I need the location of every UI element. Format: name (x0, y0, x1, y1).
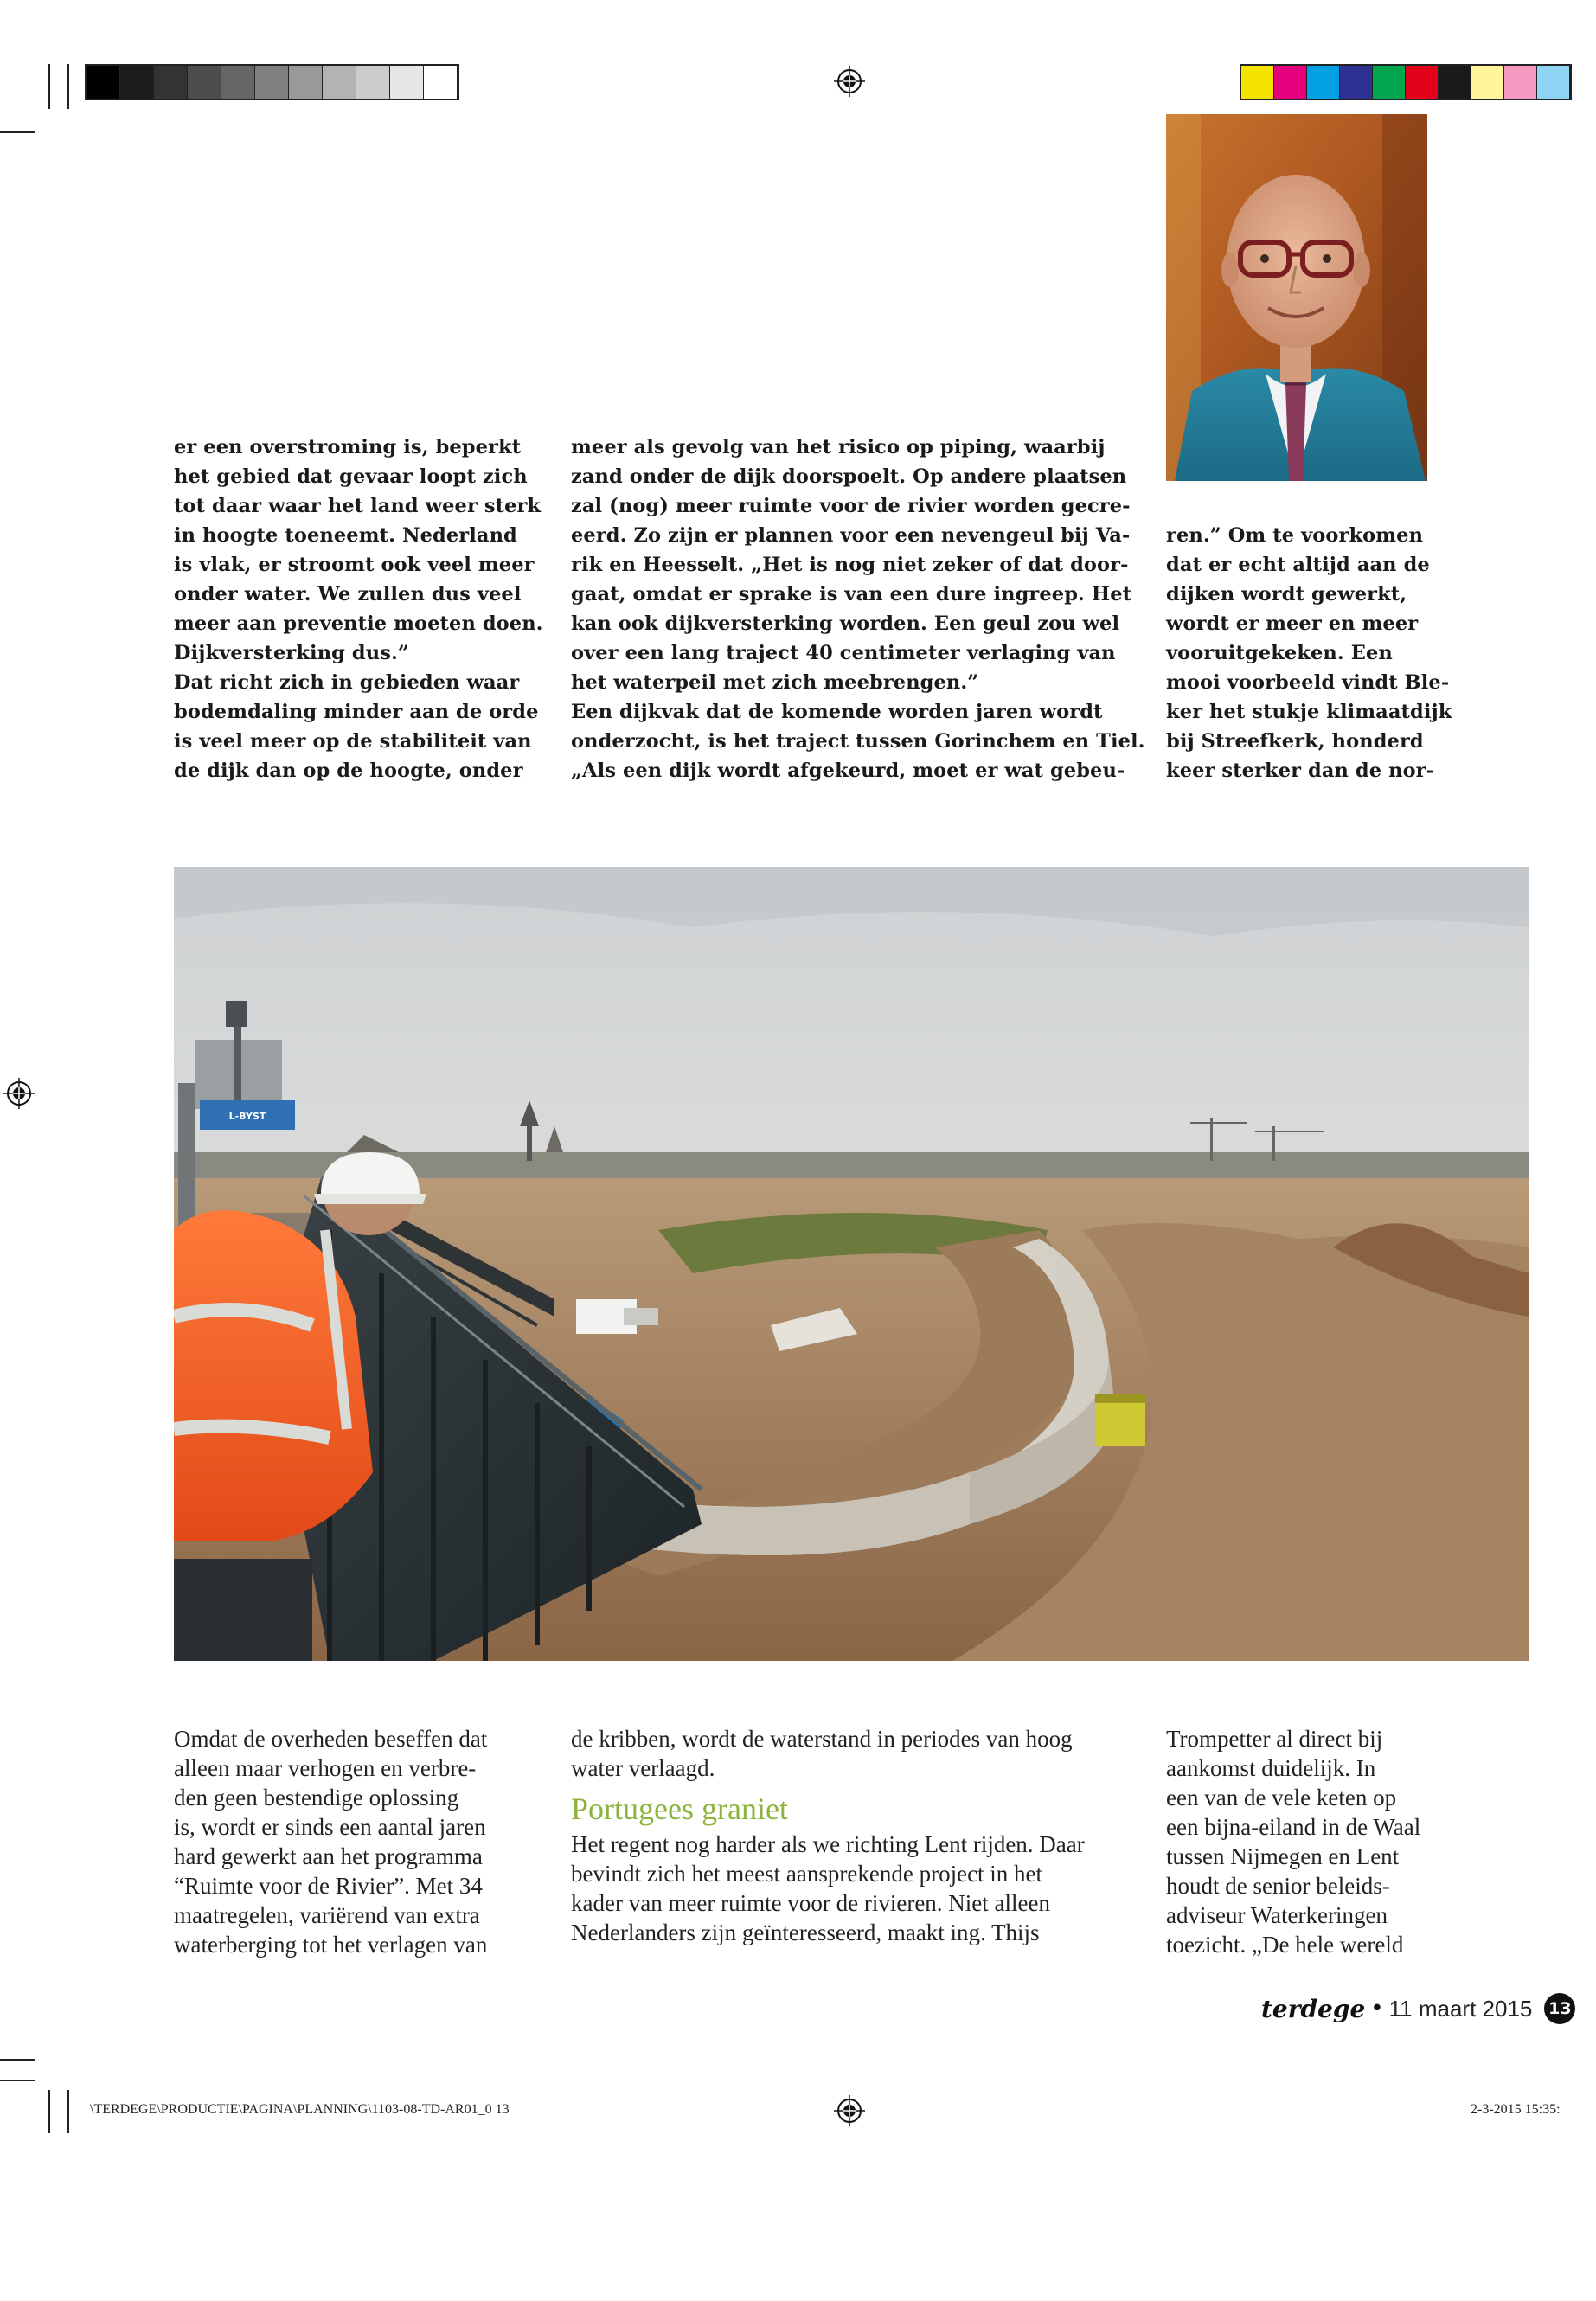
portrait-photo (1166, 114, 1427, 481)
text-line: wordt er meer en meer (1166, 612, 1419, 635)
color-swatch (1471, 66, 1504, 99)
color-swatch (221, 66, 255, 99)
text-line: rik en Heesselt. „Het is nog niet zeker of dat door- (571, 554, 1129, 576)
text-line: alleen maar verhogen en verbre- (174, 1755, 477, 1781)
crop-mark (67, 64, 69, 109)
text-line: tot daar waar het land weer sterk (174, 495, 542, 517)
crop-mark (67, 2090, 69, 2133)
text-line: „Als een dijk wordt afgekeurd, moet er wat gebeu- (571, 760, 1125, 782)
text-line: Trompetter al direct bij (1166, 1726, 1383, 1752)
text-line: meer aan preventie moeten doen. (174, 612, 543, 635)
color-swatch (424, 66, 458, 99)
text-line: dat er echt altijd aan de (1166, 554, 1430, 576)
article-column-2-bottom (571, 1724, 1085, 1947)
color-swatch (1274, 66, 1307, 99)
text-line: den geen bestendige oplossing (174, 1785, 459, 1811)
page-footer (1261, 1990, 1575, 2028)
footer-separator: • (1370, 1996, 1384, 2022)
text-line: de kribben, wordt de waterstand in periodes van hoog (571, 1726, 1073, 1752)
color-swatch (120, 66, 154, 99)
text-line: het gebied dat gevaar loopt zich (174, 465, 528, 488)
text-line: zand onder de dijk doorspoelt. Op andere plaatsen (571, 465, 1127, 488)
color-swatch (87, 66, 120, 99)
text-line: keer sterker dan de nor- (1166, 760, 1435, 782)
text-line: kader van meer ruimte voor de rivieren. Niet alleen (571, 1890, 1051, 1916)
sign-text: L-BYST (228, 1111, 266, 1122)
article-column-3-bottom (1166, 1724, 1420, 1959)
color-swatch (1406, 66, 1439, 99)
subheading-portugees-graniet: Portugees graniet (571, 1791, 788, 1826)
registration-mark-icon (834, 2095, 865, 2126)
text-line: een van de vele keten op (1166, 1785, 1397, 1811)
text-line: hard gewerkt aan het programma (174, 1843, 483, 1869)
crop-mark (48, 2090, 50, 2133)
text-line: “Ruimte voor de Rivier”. Met 34 (174, 1873, 483, 1899)
text-line: in hoogte toeneemt. Nederland (174, 524, 517, 547)
text-line: houdt de senior beleids- (1166, 1873, 1390, 1899)
text-line: ren.” Om te voorkomen (1166, 524, 1424, 547)
text-line: Het regent nog harder als we richting Lent rijden. Daar (571, 1831, 1085, 1857)
registration-mark-icon (834, 66, 865, 97)
color-swatch (390, 66, 424, 99)
text-line: Dat richt zich in gebieden waar (174, 671, 520, 694)
print-slug-timestamp: 2-3-2015 15:35: (1471, 2102, 1561, 2117)
process-color-bar (1240, 64, 1572, 100)
text-line: Omdat de overheden beseffen dat (174, 1726, 488, 1752)
article-column-2-top (571, 433, 1145, 785)
crop-mark (0, 131, 35, 133)
text-line: zal (nog) meer ruimte voor de rivier worden gecre- (571, 495, 1131, 517)
color-swatch (154, 66, 188, 99)
text-line: dijken wordt gewerkt, (1166, 583, 1407, 606)
text-line: bevindt zich het meest aansprekende project in het (571, 1861, 1043, 1887)
text-line: waterberging tot het verlagen van (174, 1932, 488, 1958)
article-column-1-top (174, 433, 543, 785)
crop-mark (0, 2080, 35, 2081)
text-line: Dijkversterking dus.” (174, 642, 409, 664)
grayscale-color-bar (85, 64, 459, 100)
text-line: eerd. Zo zijn er plannen voor een nevengeul bij Va- (571, 524, 1131, 547)
text-line: ker het stukje klimaatdijk (1166, 701, 1452, 723)
text-line: onder water. We zullen dus veel (174, 583, 522, 606)
issue-date: 11 maart 2015 (1388, 1995, 1533, 2022)
crop-mark (0, 2059, 35, 2061)
text-line: is veel meer op de stabiliteit van (174, 730, 532, 753)
color-swatch (188, 66, 221, 99)
text-line: er een overstroming is, beperkt (174, 436, 522, 458)
text-line: tussen Nijmegen en Lent (1166, 1843, 1400, 1869)
text-line: gaat, omdat er sprake is van een dure ingreep. Het (571, 583, 1132, 606)
color-swatch (289, 66, 323, 99)
text-line: is vlak, er stroomt ook veel meer (174, 554, 535, 576)
text-line: het waterpeil met zich meebrengen.” (571, 671, 979, 694)
color-swatch (1307, 66, 1340, 99)
color-swatch (1504, 66, 1537, 99)
text-line: adviseur Waterkeringen (1166, 1902, 1388, 1928)
print-slug-path: \TERDEGE\PRODUCTIE\PAGINA\PLANNING\1103-08-TD-AR01_0 13 (90, 2102, 510, 2117)
color-swatch (323, 66, 356, 99)
text-line: water verlaagd. (571, 1755, 715, 1781)
article-column-1-bottom (174, 1724, 487, 1959)
color-swatch (356, 66, 390, 99)
article-column-3-top (1166, 521, 1452, 785)
color-swatch (1537, 66, 1570, 99)
column-2-body-text (571, 1830, 1085, 1947)
text-line: een bijna-eiland in de Waal (1166, 1814, 1421, 1840)
text-line: aankomst duidelijk. In (1166, 1755, 1376, 1781)
text-line: Een dijkvak dat de komende worden jaren wordt (571, 701, 1103, 723)
magazine-brand: terdege (1261, 1994, 1366, 2023)
text-line: bij Streefkerk, honderd (1166, 730, 1424, 753)
text-line: toezicht. „De hele wereld (1166, 1932, 1404, 1958)
column-2-intro-text (571, 1724, 1085, 1783)
registration-mark-icon (3, 1078, 35, 1109)
text-line: onderzocht, is het traject tussen Gorinchem en Tiel. (571, 730, 1145, 753)
crop-mark (48, 64, 50, 109)
color-swatch (1241, 66, 1274, 99)
text-line: mooi voorbeeld vindt Ble- (1166, 671, 1450, 694)
text-line: de dijk dan op de hoogte, onder (174, 760, 523, 782)
color-swatch (1439, 66, 1471, 99)
text-line: maatregelen, variërend van extra (174, 1902, 480, 1928)
color-swatch (255, 66, 289, 99)
dike-construction-photo (174, 867, 1529, 1661)
text-line: vooruitgekeken. Een (1166, 642, 1393, 664)
text-line: Nederlanders zijn geïnteresseerd, maakt ing. Thijs (571, 1920, 1040, 1945)
page-number: 13 (1544, 1993, 1575, 2024)
color-swatch (1340, 66, 1373, 99)
text-line: kan ook dijkversterking worden. Een geul zou wel (571, 612, 1120, 635)
color-swatch (1373, 66, 1406, 99)
text-line: meer als gevolg van het risico op piping, waarbij (571, 436, 1106, 458)
text-line: over een lang traject 40 centimeter verlaging van (571, 642, 1116, 664)
text-line: bodemdaling minder aan de orde (174, 701, 539, 723)
text-line: is, wordt er sinds een aantal jaren (174, 1814, 486, 1840)
